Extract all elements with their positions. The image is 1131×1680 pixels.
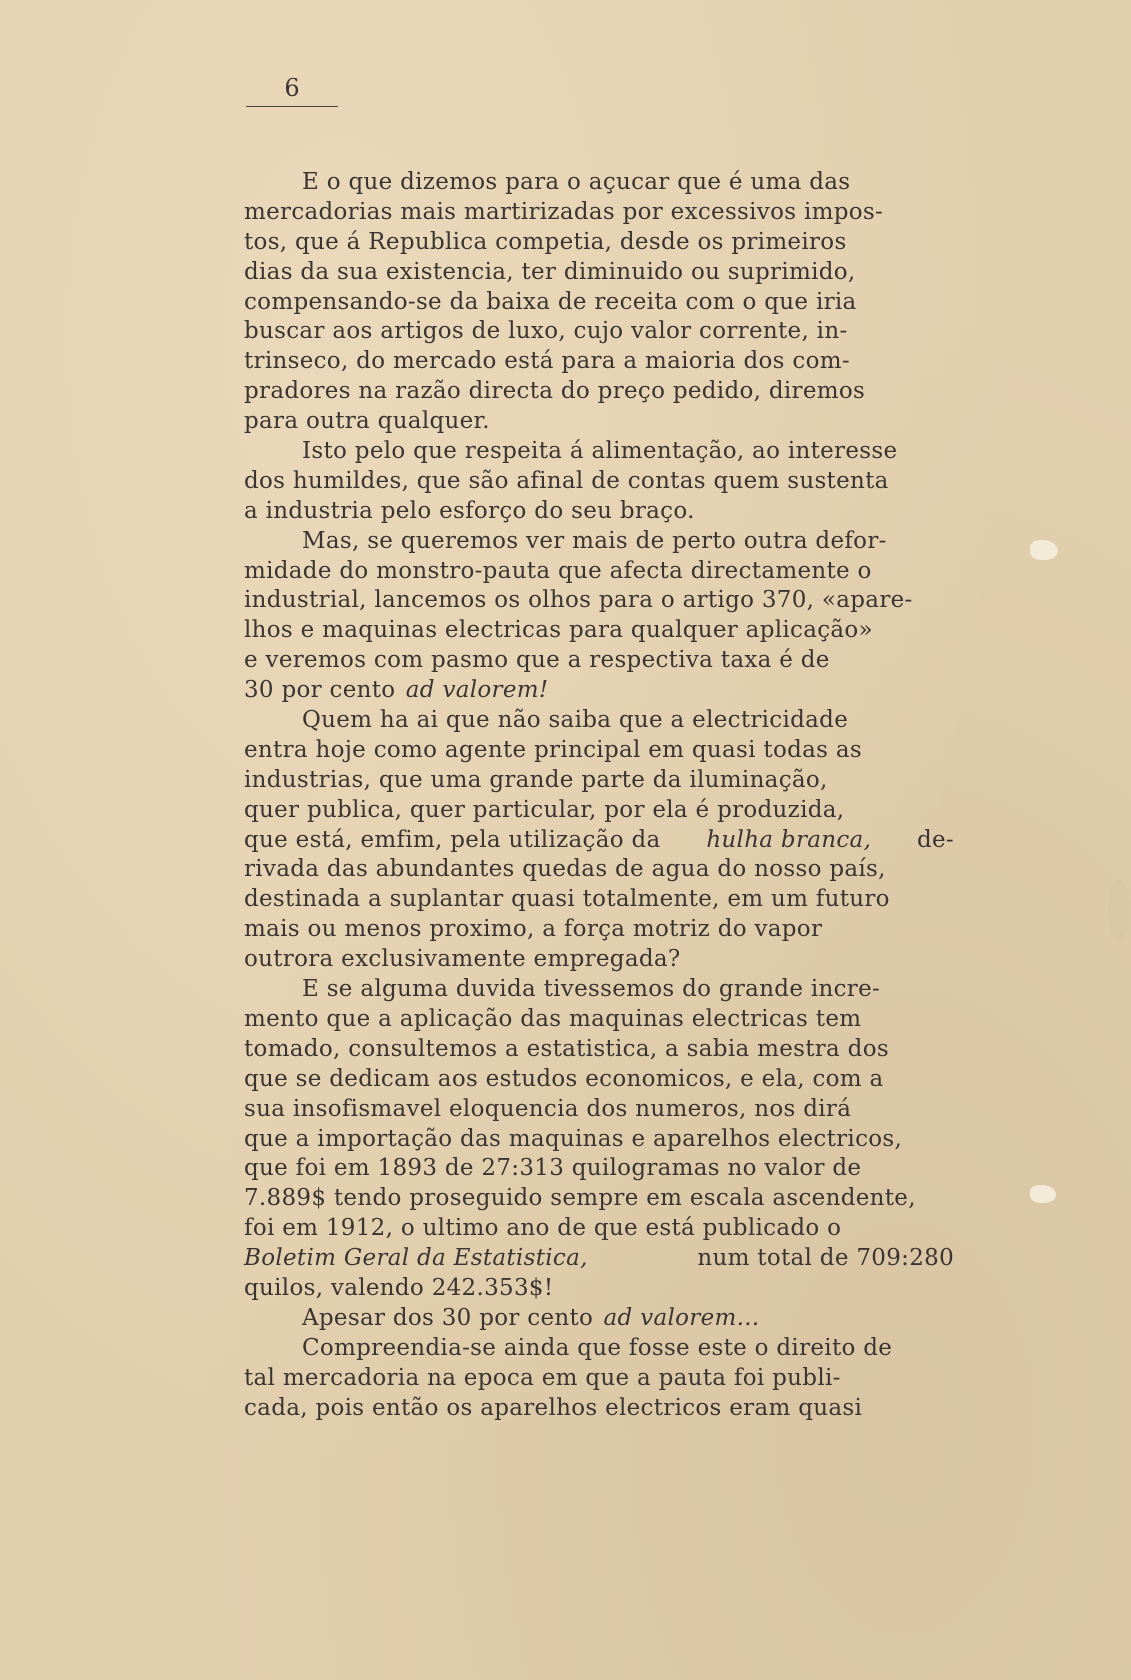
text-line: mento que a aplicação das maquinas electricas tem [244,1005,862,1032]
text-line: dos humildes, que são afinal de contas quem sustenta [244,467,889,494]
text-line: quilos, valendo 242.353$! [244,1274,554,1301]
text-line: Quem ha ai que não saiba que a electricidade [302,707,849,734]
text-line: a industria pelo esforço do seu braço. [244,497,695,524]
text-line: para outra qualquer. [244,408,490,435]
text-line: destinada a suplantar quasi totalmente, em um futuro [244,886,890,913]
text-line: que se dedicam aos estudos economicos, e ela, com a [244,1065,884,1092]
text-line: rivada das abundantes quedas de agua do nosso país, [244,856,886,883]
text-line: 7.889$ tendo proseguido sempre em escala ascendente, [244,1185,916,1212]
text-line: midade do monstro-pauta que afecta directamente o [244,557,872,584]
text-line: tal mercadoria na epoca em que a pauta foi publi- [244,1364,841,1391]
text-line: 30 por cento ad valorem! [244,676,954,706]
italic-phrase: hulha branca, [706,826,872,853]
text-line: industrias, que uma grande parte da iluminação, [244,766,828,793]
text-line: Apesar dos 30 por cento ad valorem... [244,1304,954,1334]
text-line: tomado, consultemos a estatistica, a sabia mestra dos [244,1035,889,1062]
binding-hole [1030,540,1058,560]
text-line: foi em 1912, o ultimo ano de que está publicado o [244,1215,842,1242]
text-line: tos, que á Republica competia, desde os primeiros [244,228,847,255]
italic-phrase: ad valorem! [405,677,549,704]
paper-stain [1108,880,1130,940]
text-line: industrial, lancemos os olhos para o artigo 370, «apare- [244,587,913,614]
text-line: Mas, se queremos ver mais de perto outra defor- [302,527,887,554]
text-line: compensando-se da baixa de receita com o que iria [244,288,857,315]
text-line: que está, emfim, pela utilização da hulha branca, de- [244,826,954,856]
text-line: E se alguma duvida tivessemos do grande incre- [302,976,881,1003]
body-text [244,168,954,1423]
text-line: E o que dizemos para o açucar que é uma das [302,169,851,195]
text-line: pradores na razão directa do preço pedido, diremos [244,378,866,405]
italic-phrase: ad valorem... [603,1304,760,1331]
text-line: quer publica, quer particular, por ela é produzida, [244,796,845,823]
text-line: Compreendia-se ainda que fosse este o direito de [302,1334,893,1361]
text-line: trinseco, do mercado está para a maioria dos com- [244,348,850,375]
text-line: outrora exclusivamente empregada? [244,946,681,973]
binding-hole [1030,1185,1056,1203]
text-line: e veremos com pasmo que a respectiva taxa é de [244,647,830,674]
text-line: sua insofismavel eloquencia dos numeros, nos dirá [244,1095,852,1122]
text-line: cada, pois então os aparelhos electricos eram quasi [244,1394,863,1421]
text-line: buscar aos artigos de luxo, cujo valor corrente, in- [244,318,848,345]
text-line: mercadorias mais martirizadas por excessivos impos- [244,198,884,225]
text-line: dias da sua existencia, ter diminuido ou suprimido, [244,258,856,285]
text-line: lhos e maquinas electricas para qualquer aplicação» [244,617,873,644]
text-line: Isto pelo que respeita á alimentação, ao interesse [302,438,898,465]
text-line: entra hoje como agente principal em quasi todas as [244,736,862,763]
page-number: 6 [246,74,338,107]
text-line: que foi em 1893 de 27:313 quilogramas no valor de [244,1155,862,1182]
italic-phrase: Boletim Geral da Estatistica, [244,1245,588,1272]
text-line: que a importação das maquinas e aparelhos electricos, [244,1125,903,1152]
text-line: mais ou menos proximo, a força motriz do vapor [244,916,823,943]
text-line: Boletim Geral da Estatistica, num total de 709:280 [244,1244,954,1274]
